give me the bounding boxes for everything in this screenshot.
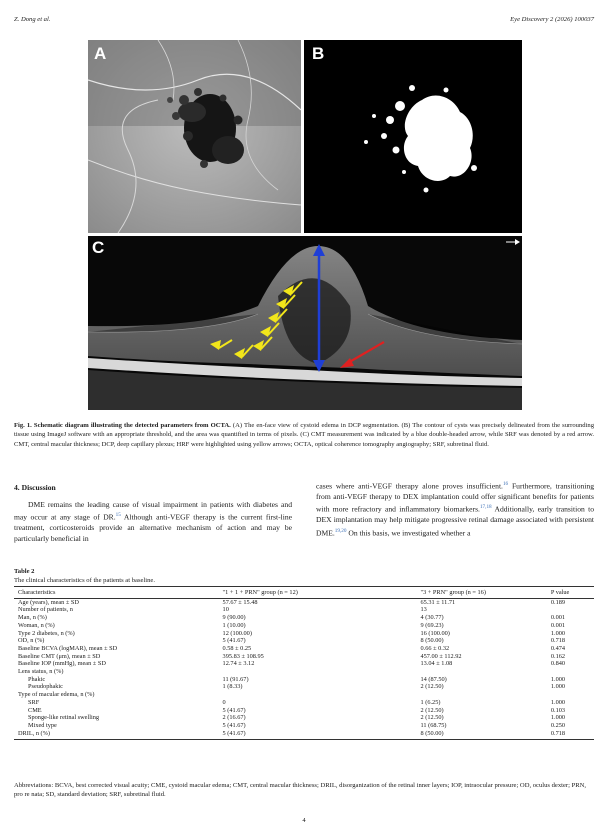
table-cell: Pseudophakic	[28, 683, 63, 691]
table-row	[14, 699, 594, 707]
clinical-characteristics-table	[14, 586, 594, 740]
figure-panel-b	[304, 40, 522, 233]
table-row	[14, 630, 594, 638]
text-run: Additionally, early transition to DEX implantation may help mitigate progressive retinal damage associated with persistent DME.	[316, 504, 595, 538]
table-row	[14, 722, 594, 730]
table-row	[14, 730, 594, 740]
table-cell: 1.000	[550, 683, 566, 691]
table-cell: 5 (41.67)	[222, 706, 246, 714]
figure-caption-title: Fig. 1. Schematic diagram illustrating the detected parameters from OCTA.	[14, 422, 231, 429]
table-cell: OD, n (%)	[18, 637, 45, 645]
table-cell: Man, n (%)	[18, 614, 47, 622]
table-cell: 13.04 ± 1.08	[420, 660, 453, 668]
cyst-contour-image	[304, 40, 522, 233]
table-row	[14, 645, 594, 653]
table-cell: SRF	[28, 698, 40, 706]
table-row	[14, 707, 594, 715]
table-cell: 1.000	[550, 629, 566, 637]
column-header: P value	[547, 587, 594, 599]
table-cell: 0.718	[550, 637, 566, 645]
table-cell: 5 (41.67)	[222, 721, 246, 729]
table-cell: Mixed type	[28, 721, 57, 729]
table-cell: Phakic	[28, 675, 46, 683]
table-cell: 5 (41.67)	[219, 730, 417, 740]
table-cell: 1 (10.00)	[222, 621, 246, 629]
table-cell: 1 (6.25)	[420, 698, 441, 706]
citation-link[interactable]: 16	[502, 481, 509, 487]
table-cell: 0.474	[550, 644, 566, 652]
text-run: Furthermore, transitioning from anti-VEGF therapy to DEX implantation could offer significant benefits for patients with more refractory and inflammatory biomarkers.	[316, 481, 594, 514]
running-header-journal: Eye Discovery 2 (2026) 100037	[510, 16, 594, 23]
table-cell: 0.162	[550, 652, 566, 660]
table-cell: 1.000	[550, 714, 566, 722]
table-cell	[417, 691, 547, 699]
text-run: DME remains the leading cause of visual impairment in patients with diabetes and may occur at any stage of DR.	[14, 500, 292, 522]
body-text-left-column	[14, 500, 292, 544]
table-cell: Baseline CMT (μm), mean ± SD	[18, 652, 101, 660]
table-cell: 2 (12.50)	[420, 706, 444, 714]
running-header-authors: Z. Dong et al.	[14, 16, 51, 23]
text-run: Although anti-VEGF therapy is the current first-line treatment, corticosteroids provide an alternative mechanism of action and may be particularly beneficial in	[14, 512, 292, 543]
table-cell: 11 (68.75)	[420, 721, 447, 729]
table-cell: 8 (50.00)	[420, 637, 444, 645]
table-cell: Woman, n (%)	[18, 621, 55, 629]
table-label: Table 2	[14, 568, 35, 575]
table-cell: 11 (91.67)	[222, 675, 249, 683]
table-cell	[547, 606, 594, 614]
table-cell: 4 (30.77)	[420, 614, 444, 622]
table-cell: Number of patients, n	[18, 606, 73, 614]
table-caption	[14, 567, 155, 585]
table-header-row	[14, 587, 594, 599]
table-cell: Lens status, n (%)	[18, 668, 64, 676]
oct-bscan-image	[88, 236, 522, 410]
table-row	[14, 683, 594, 691]
figure-caption-text: (A) The en-face view of cystoid edema in DCP segmentation. (B) The contour of cysts was precisely delineated from the surrounding tissue using ImageJ software with an appropriate threshold, and the area was quantified in terms of pixels. (C) CMT measurement was indicated by a blue double-headed arrow, while SRF was denoted by a red arrow. CMT, central macular thickness; DCP, deep capillary plexus; HRF were highlighted using yellow arrows; OCTA, optical coherence tomography angiography; SRF, subretinal fluid.	[14, 422, 594, 448]
text-run: On this basis, we investigated whether a	[346, 528, 471, 538]
table-cell	[219, 668, 417, 676]
table-cell: DRIL, n (%)	[14, 730, 219, 740]
table-cell: 57.67 ± 15.48	[222, 598, 258, 606]
column-header: Characteristics	[14, 587, 219, 599]
table-row	[14, 614, 594, 622]
table-row	[14, 598, 594, 606]
table-cell: 0.103	[550, 706, 566, 714]
table-cell: 0.58 ± 0.25	[222, 644, 252, 652]
table-cell	[547, 668, 594, 676]
table-cell: 0.250	[550, 721, 566, 729]
table-cell: 16 (100.00)	[420, 629, 450, 637]
figure-caption	[14, 421, 594, 449]
table-cell: 1 (8.33)	[222, 683, 243, 691]
table-cell	[219, 691, 417, 699]
table-row	[14, 653, 594, 661]
citation-link[interactable]: 15	[115, 512, 121, 519]
table-row	[14, 714, 594, 722]
panel-label-a: A	[94, 44, 107, 63]
table-cell: Age (years), mean ± SD	[18, 598, 79, 606]
table-cell	[417, 668, 547, 676]
table-cell: Baseline BCVA (logMAR), mean ± SD	[18, 644, 118, 652]
text-run: cases where anti-VEGF therapy alone proves insufficient.	[316, 481, 503, 491]
panel-label-c: C	[92, 238, 105, 257]
figure-panel-c	[88, 236, 522, 410]
enface-octa-image	[88, 40, 301, 233]
column-header: "1 + 1 + PRN" group (n = 12)	[219, 587, 417, 599]
table-cell: 12.74 ± 3.12	[222, 660, 255, 668]
table-cell: Sponge-like retinal swelling	[28, 714, 99, 722]
table-cell: 12 (100.00)	[222, 629, 252, 637]
figure-panel-a	[88, 40, 301, 233]
table-cell: 2 (12.50)	[420, 683, 444, 691]
table-row	[14, 622, 594, 630]
column-header: "3 + PRN" group (n = 16)	[417, 587, 547, 599]
citation-link[interactable]: 19,20	[334, 527, 347, 534]
table-row	[14, 606, 594, 614]
table-cell: 457.00 ± 112.92	[420, 652, 462, 660]
table-cell: 0	[222, 698, 226, 706]
table-cell: 13	[420, 606, 427, 614]
table-cell: Type of macular edema, n (%)	[18, 691, 95, 699]
table-cell: 9 (90.00)	[222, 614, 246, 622]
table-caption-text: The clinical characteristics of the patients at baseline.	[14, 577, 155, 584]
panel-label-b: B	[312, 44, 325, 63]
table-cell: 14 (87.50)	[420, 675, 447, 683]
citation-link[interactable]: 17,18	[479, 504, 492, 511]
table-cell: 0.189	[550, 598, 566, 606]
table-cell: Baseline IOP (mmHg), mean ± SD	[18, 660, 106, 668]
table-row	[14, 668, 594, 676]
table-cell: 0.66 ± 0.32	[420, 644, 450, 652]
table-row	[14, 676, 594, 684]
table-cell: 65.31 ± 11.71	[420, 598, 456, 606]
table-cell: 2 (16.67)	[222, 714, 246, 722]
table-row	[14, 637, 594, 645]
table-cell	[547, 691, 594, 699]
table-cell: 1.000	[550, 675, 566, 683]
table-cell: 9 (69.23)	[420, 621, 444, 629]
table-footnote-abbreviations: Abbreviations: BCVA, best corrected visual acuity; CME, cystoid macular edema; CMT, central macular thickness; DRIL, disorganization of the retinal inner layers; IOP, intraocular pressure; OD, oculus dexter; PRN, pro re nata; SD, standard deviation; SRF, subretinal fluid.	[14, 782, 587, 799]
body-text-right-column	[316, 479, 594, 539]
table-cell: 2 (12.50)	[420, 714, 444, 722]
page-number: 4	[302, 817, 306, 824]
table-cell: 0.001	[550, 621, 566, 629]
table-cell: 395.83 ± 108.95	[222, 652, 264, 660]
table-cell: 10	[222, 606, 229, 614]
table-cell: Type 2 diabetes, n (%)	[18, 629, 75, 637]
section-heading: 4. Discussion	[14, 483, 56, 492]
table-row	[14, 691, 594, 699]
table-cell: 8 (50.00)	[417, 730, 547, 740]
table-row	[14, 660, 594, 668]
table-cell: 0.718	[547, 730, 594, 740]
table-cell: CME	[28, 706, 42, 714]
table-cell: 0.840	[550, 660, 566, 668]
table-cell: 5 (41.67)	[222, 637, 246, 645]
table-cell: 1.000	[550, 698, 566, 706]
table-cell: 0.001	[550, 614, 566, 622]
